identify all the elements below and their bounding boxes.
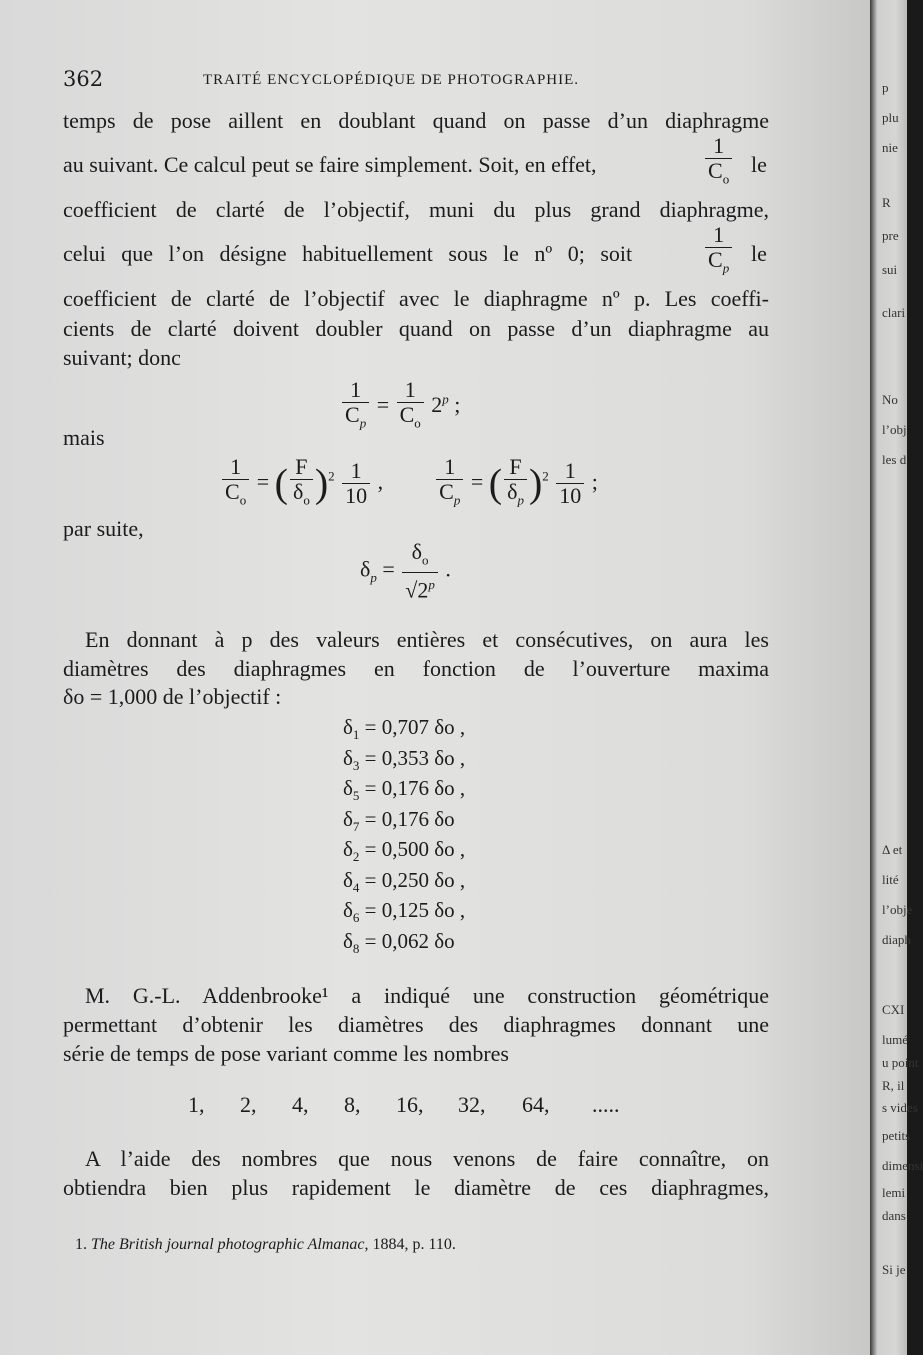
sequence-item: .....	[592, 1092, 620, 1117]
text-line: par suite,	[63, 516, 144, 541]
text-line-with-fraction	[63, 222, 769, 276]
text-line: série de temps de pose variant comme les nombres	[63, 1041, 509, 1066]
text-line: obtiendra bien plus rapidement le diamètre de ces diaphragmes,	[63, 1175, 769, 1200]
sequence-item: 32,	[458, 1092, 486, 1117]
text-fragment: celui que l’on désigne habituellement sous le nº 0; soit	[63, 241, 633, 266]
text-line: δo = 1,000 de l’objectif :	[63, 684, 282, 709]
list-item: $\delta_5 = 0,176$ δo ,	[343, 776, 466, 804]
list-item: $\delta_2 = 0,500$ δo ,	[343, 837, 466, 865]
text-line: coefficient de clarté de l’objectif, muni du plus grand diaphragme,	[63, 197, 769, 222]
sequence-item: 8,	[344, 1092, 361, 1117]
text-line: En donnant à p des valeurs entières et consécutives, on aura les	[85, 627, 769, 652]
footnote-rest: , 1884, p. 110.	[364, 1236, 456, 1253]
text-line: suivant; donc	[63, 345, 181, 370]
sequence-item: 2,	[240, 1092, 257, 1117]
sequence-item: 1,	[188, 1092, 205, 1117]
text-line: A l’aide des nombres que nous venons de faire connaître, on	[85, 1146, 769, 1171]
number-sequence	[188, 1088, 638, 1122]
text-line: coefficient de clarté de l’objectif avec le diaphragme nº p. Les coeffi-	[63, 286, 769, 311]
equation-delta-p: $\delta_p$ = $\frac{\delta_o}{√2^p}$ .	[360, 539, 451, 603]
running-head: TRAITÉ ENCYCLOPÉDIQUE DE PHOTOGRAPHIE.	[203, 72, 580, 88]
fraction-1-over-cp: $\frac{1}{C_p}$	[705, 223, 732, 280]
sequence-item: 64,	[522, 1092, 550, 1117]
text-line: mais	[63, 425, 105, 450]
footnote-marker: 1.	[75, 1236, 87, 1253]
sequence-item: 4,	[292, 1092, 309, 1117]
text-line-with-fraction	[63, 133, 769, 187]
text-line: cients de clarté doivent doubler quand on passe d’un diaphragme au	[63, 316, 769, 341]
fraction-1-over-c0: $\frac{1}{C_o}$	[705, 134, 732, 191]
diameter-list	[343, 712, 543, 956]
list-item: $\delta_3 = 0,353$ δo ,	[343, 745, 466, 773]
text-line: diamètres des diaphragmes en fonction de l’ouverture maxima	[63, 656, 769, 681]
text-line: temps de pose aillent en doublant quand on passe d’un diaphragme	[63, 108, 769, 133]
list-item: $\delta_1 = 0,707$ δo ,	[343, 715, 466, 743]
list-item: $\delta_7 = 0,176$ δo	[343, 806, 455, 834]
list-item: $\delta_8 = 0,062$ δo	[343, 928, 455, 956]
text-fragment: le	[751, 241, 767, 266]
list-item: $\delta_6 = 0,125$ δo ,	[343, 898, 466, 926]
text-fragment: le	[751, 152, 767, 177]
page-header	[63, 67, 769, 97]
footnote	[75, 1236, 456, 1254]
page-number: 362	[63, 67, 104, 91]
text-line: M. G.-L. Addenbrooke¹ a indiqué une construction géométrique	[85, 983, 769, 1008]
list-item: $\delta_4 = 0,250$ δo ,	[343, 867, 466, 895]
text-fragment: au suivant. Ce calcul peut se faire simplement. Soit, en effet,	[63, 152, 597, 177]
equation-cp-c0: $\frac{1}{C_p}$ = $\frac{1}{C_o}$ 2$^p$ ;	[340, 378, 460, 435]
neighbor-page-edge: p plu nie R pre sui clari No l’obj les d Δ et lité l’obje diaph CXI lumé u point R, il s vides petits dimensi lemi dans Si je	[870, 0, 907, 1355]
sequence-item: 16,	[396, 1092, 424, 1117]
equation-clarity-coefficients: $\frac{1}{C_o}$ = ( $\frac{F}{\delta_o}$ )$^2$ $\frac{1}{10}$ , $\frac{1}{C_p}$ = ( $\frac{F}{\delta_p}$ )$^2$ $\frac{1}{10}$ ;	[220, 455, 598, 512]
text-line: permettant d’obtenir les diamètres des diaphragmes donnant une	[63, 1012, 769, 1037]
footnote-title: The British journal photographic Almanac	[91, 1236, 365, 1253]
